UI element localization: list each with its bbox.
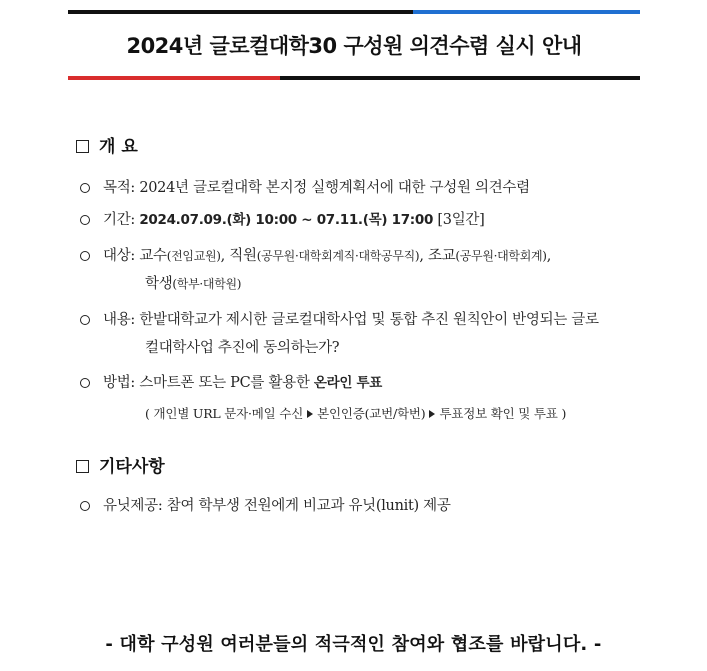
top-rule-blue [413,10,640,14]
list-item-period [80,207,650,233]
section-overview-title: 개 요 [99,137,138,157]
method-step-3: 투표정보 확인 및 투표 [439,406,558,421]
method-label: 방법: [103,375,135,391]
arrow-right-icon [429,410,435,418]
method-steps [145,403,566,425]
steps-close-paren: ) [561,406,567,421]
list-item-method [80,370,650,396]
target-staff-detail: (공무원·대학회계직·대학공무직) [256,249,420,263]
bottom-rule-black [280,76,640,80]
square-bullet-icon [76,460,89,473]
section-other-title: 기타사항 [99,457,165,477]
list-item-unit [80,493,650,519]
target-label: 대상: [103,248,135,264]
target-assistant-detail: (공무원·대학회계) [455,249,547,263]
list-item-content [80,307,650,359]
bottom-rule-red [68,76,280,80]
method-text: 스마트폰 또는 PC를 활용한 [139,375,310,391]
closing-message: - 대학 구성원 여러분들의 적극적인 참여와 협조를 바랍니다. - [105,634,602,655]
content-line2: 컬대학사업 추진에 동의하는가? [145,340,340,356]
square-bullet-icon [76,140,89,153]
circle-bullet-icon [80,251,90,261]
target-assistant: 조교 [427,248,456,264]
steps-open-paren: ( [145,406,150,421]
method-emphasis: 온라인 투표 [313,375,382,391]
section-other-heading [76,454,165,480]
target-student: 학생 [145,276,173,292]
list-item-purpose [80,175,650,201]
period-suffix: [3일간] [437,212,485,228]
target-faculty: 교수 [139,248,167,264]
arrow-right-icon [307,410,313,418]
section-overview-heading [76,134,138,160]
target-staff: 직원 [229,248,257,264]
unit-text: 참여 학부생 전원에게 비교과 유닛(lunit) 제공 [166,498,451,514]
circle-bullet-icon [80,315,90,325]
period-text: 2024.07.09.(화) 10:00 ~ 07.11.(목) 17:00 [139,212,434,228]
page-title: 2024년 글로컬대학30 구성원 의견수렴 실시 안내 [126,34,582,58]
circle-bullet-icon [80,378,90,388]
method-step-2: 본인인증(교번/학번) [317,406,426,421]
purpose-label: 목적: [103,180,135,196]
content-line1: 한밭대학교가 제시한 글로컬대학사업 및 통합 추진 원칙안이 반영되는 글로 [139,312,599,328]
target-student-detail: (학부·대학원) [172,277,242,291]
content-label: 내용: [103,312,135,328]
unit-label: 유닛제공: [103,498,163,514]
method-step-1: 개인별 URL 문자·메일 수신 [153,406,304,421]
title-bottom-rule [68,76,640,80]
list-item-target: 대상: 교수(전임교원), 직원(공무원·대학회계직·대학공무직), 조교(공무원·대학회계), 학생(학부·대학원) [80,243,650,295]
purpose-text: 2024년 글로컬대학 본지정 실행계획서에 대한 구성원 의견수렴 [139,180,530,196]
target-faculty-detail: (전임교원) [166,249,221,263]
period-label: 기간: [103,212,135,228]
circle-bullet-icon [80,183,90,193]
top-rule-black [68,10,413,14]
circle-bullet-icon [80,501,90,511]
title-top-rule [68,10,640,14]
circle-bullet-icon [80,215,90,225]
